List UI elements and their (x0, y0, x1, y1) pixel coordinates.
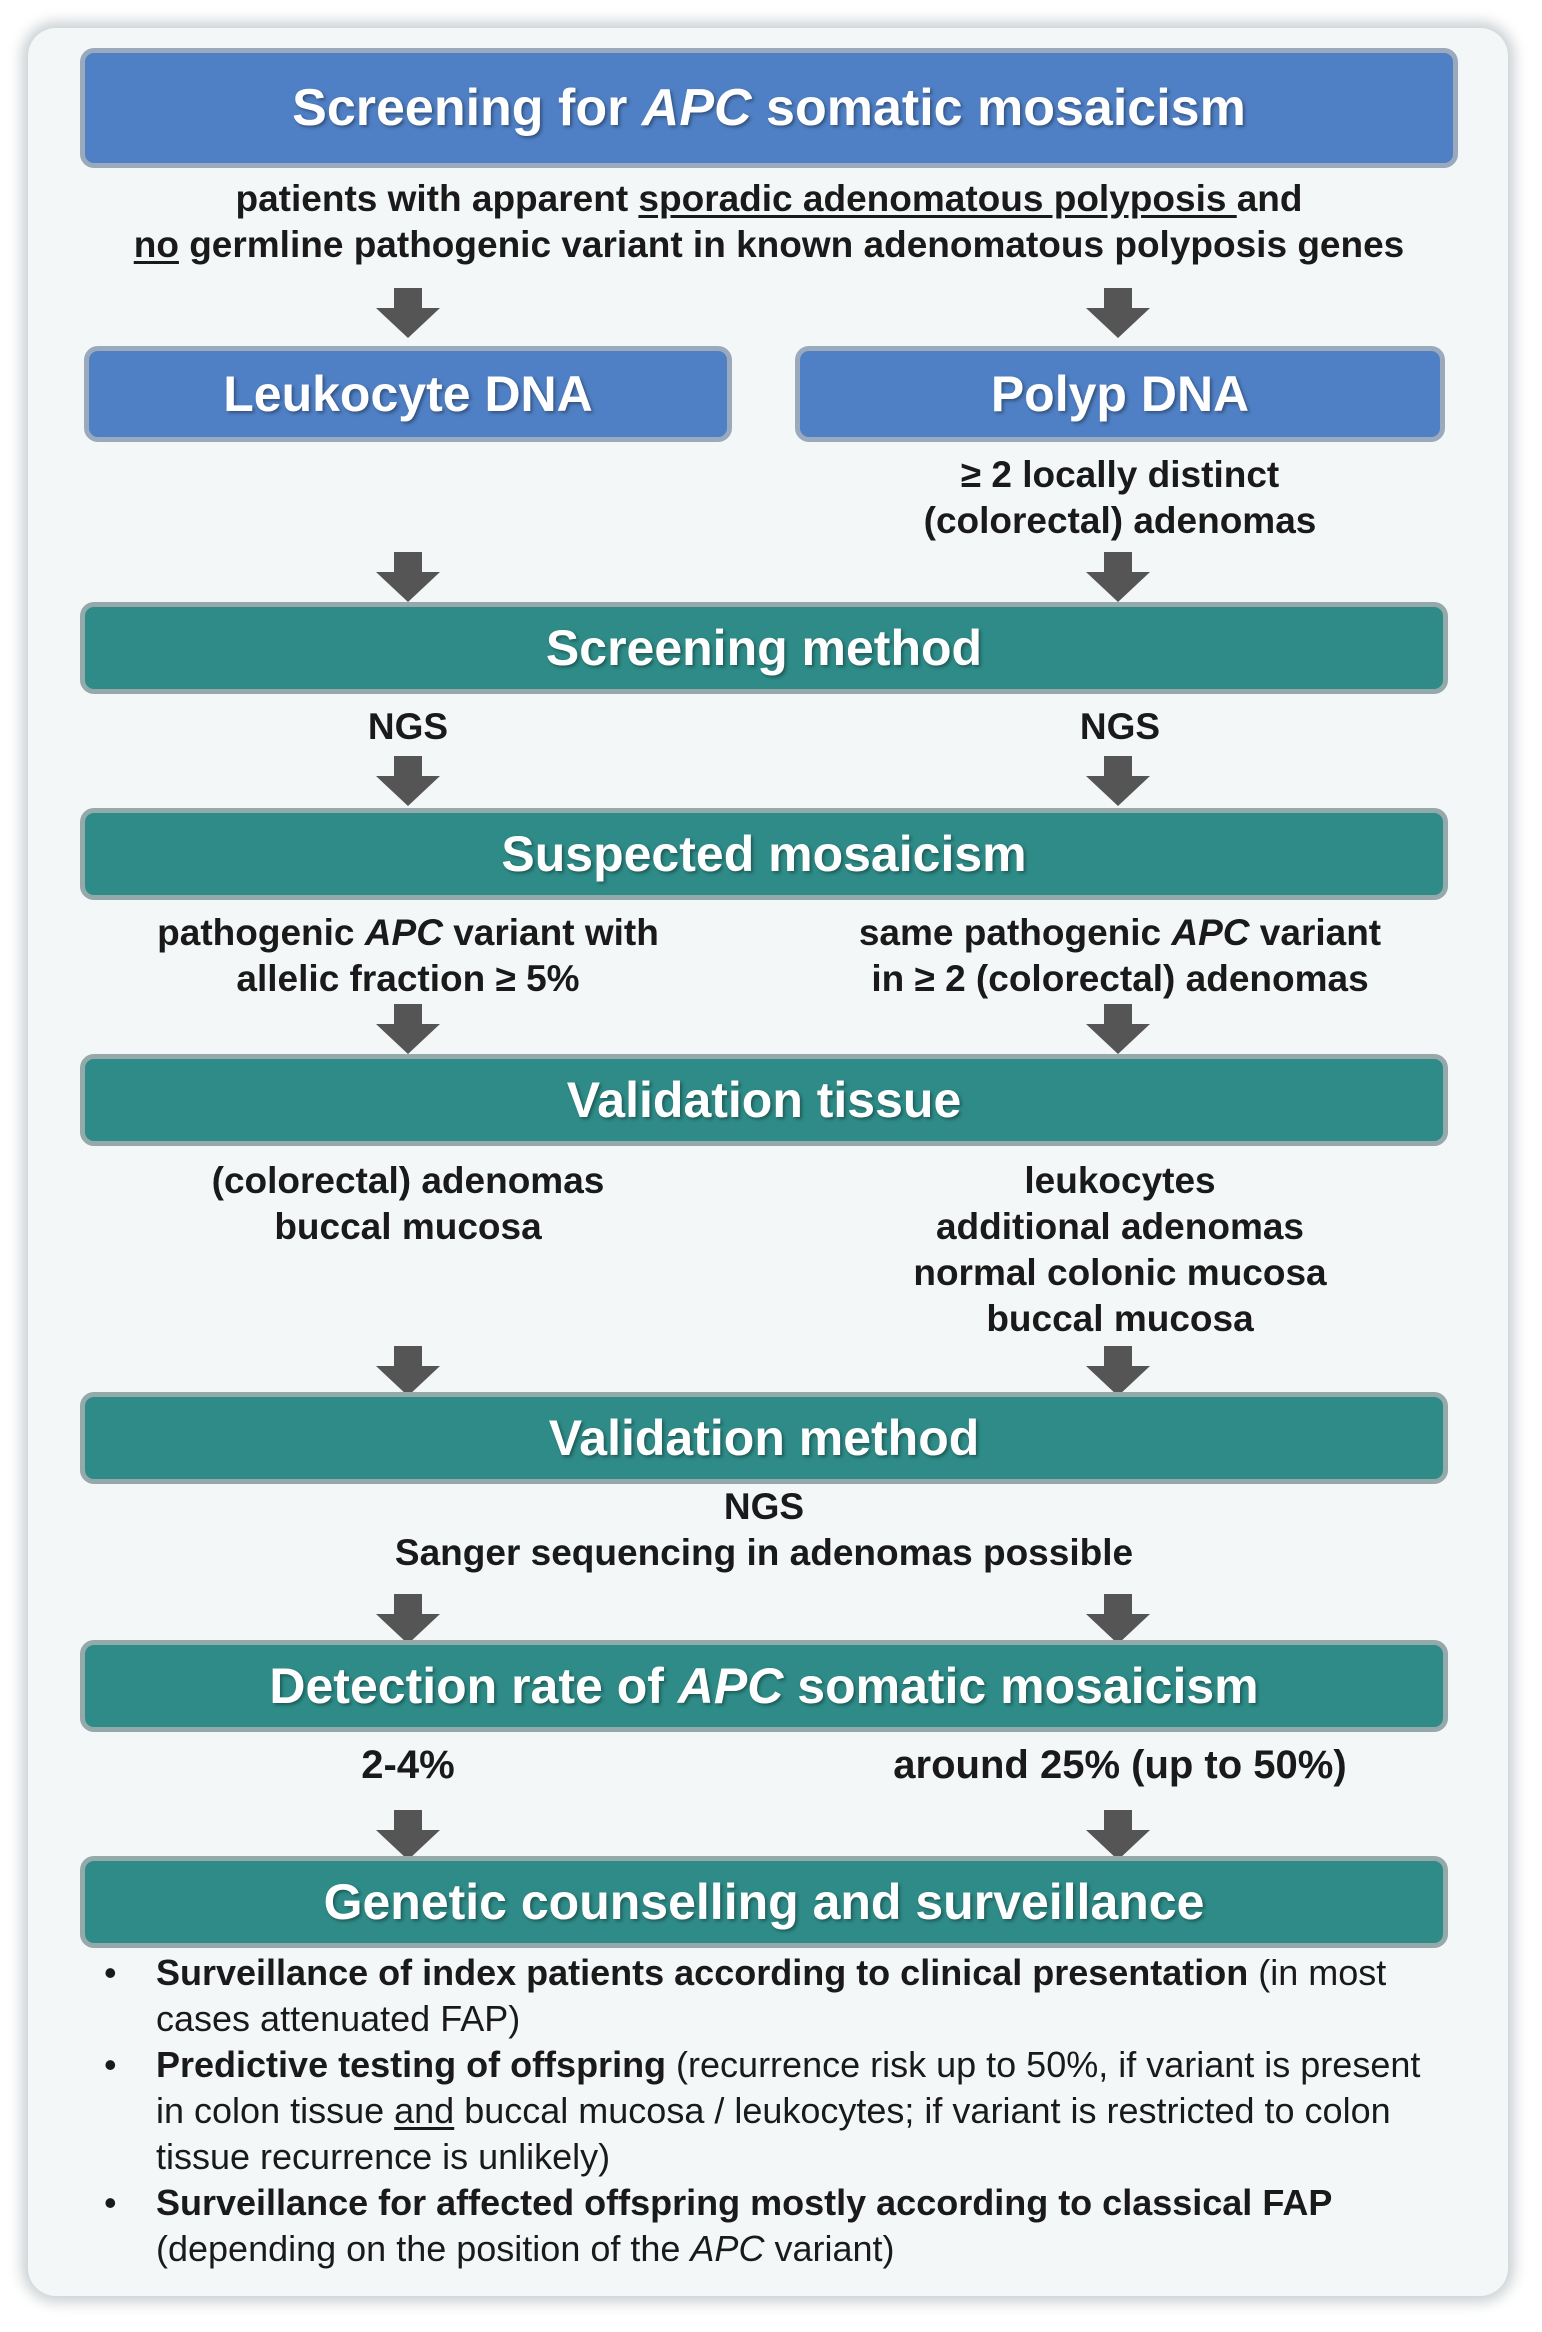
screening-method-title: Screening method (545, 620, 983, 676)
suspected-right-line-2: in ≥ 2 (colorectal) adenomas (871, 958, 1369, 999)
detection-rate-box (80, 1640, 1448, 1732)
validation-tissue-right (795, 1158, 1445, 1342)
suspected-mosaicism-title: Suspected mosaicism (501, 826, 1027, 882)
bullet-1-rest: (in most cases attenuated FAP) (156, 1952, 1387, 2039)
bullet-2-underlined: and (394, 2090, 455, 2131)
detection-title-gene: APC (677, 1658, 784, 1714)
validation-method-line-1: NGS (723, 1486, 805, 1527)
polyp-note-line-1: ≥ 2 locally distinct (960, 454, 1280, 495)
tissue-right-item: buccal mucosa (986, 1298, 1254, 1339)
down-arrow-icon (376, 288, 440, 338)
polyp-dna-label: Polyp DNA (990, 366, 1250, 422)
down-arrow-icon (1086, 552, 1150, 602)
suspected-right-line-1 (795, 910, 1445, 956)
title-post: somatic mosaicism (751, 79, 1246, 137)
suspected-left-line-2: allelic fraction ≥ 5% (236, 958, 580, 999)
detection-title-pre: Detection rate of (269, 1658, 678, 1714)
suspected-left (84, 910, 732, 1002)
bullet-1-bold: Surveillance of index patients according to clinical presentation (156, 1952, 1249, 1993)
down-arrow-icon (1086, 288, 1150, 338)
title-gene: APC (641, 79, 752, 137)
leukocyte-dna-label: Leukocyte DNA (223, 366, 593, 422)
suspected-left1-gene: APC (364, 912, 443, 953)
criteria-line-1 (80, 176, 1458, 222)
title-pre: Screening for (292, 79, 642, 137)
down-arrow-icon (376, 552, 440, 602)
tissue-right-item: leukocytes (1024, 1160, 1216, 1201)
down-arrow-icon (1086, 1004, 1150, 1054)
bullet-2-rest-1: (recurrence risk up to 50%, if variant is present in colon tissue (156, 2044, 1421, 2131)
tissue-left-item: buccal mucosa (274, 1206, 542, 1247)
screening-method-right: NGS (1079, 706, 1161, 747)
bullet-item (104, 1950, 1424, 2042)
bullet-item (104, 2042, 1424, 2180)
leukocyte-dna-box (84, 346, 732, 442)
criteria-line1-post: and (1236, 178, 1303, 219)
tissue-left-item: (colorectal) adenomas (211, 1160, 605, 1201)
screening-method-box (80, 602, 1448, 694)
bullet-2-rest-2: buccal mucosa / leukocytes; if variant is restricted to colon tissue recurrence is unlikely) (156, 2090, 1391, 2177)
down-arrow-icon (376, 1346, 440, 1396)
down-arrow-icon (1086, 756, 1150, 806)
tissue-right-item: additional adenomas (935, 1206, 1304, 1247)
suspected-right1-post: variant (1249, 912, 1382, 953)
counselling-bullet-list (104, 1950, 1424, 2272)
suspected-left1-pre: pathogenic (157, 912, 365, 953)
polyp-note (795, 452, 1445, 544)
detection-right: around 25% (up to 50%) (893, 1743, 1347, 1787)
bullet-dot: • (104, 1952, 117, 1993)
genetic-counselling-box (80, 1856, 1448, 1948)
criteria-line1-underlined: sporadic adenomatous polyposis (638, 178, 1237, 219)
down-arrow-icon (376, 1594, 440, 1644)
screening-method-left: NGS (367, 706, 449, 747)
genetic-counselling-title: Genetic counselling and surveillance (323, 1874, 1205, 1930)
down-arrow-icon (376, 1810, 440, 1860)
criteria-line2-underlined: no (133, 224, 179, 265)
validation-method-box (80, 1392, 1448, 1484)
down-arrow-icon (1086, 1346, 1150, 1396)
suspected-right1-gene: APC (1171, 912, 1250, 953)
validation-method-line-2: Sanger sequencing in adenomas possible (394, 1532, 1134, 1573)
bullet-3-rest-1: (depending on the position of the (156, 2228, 691, 2269)
title-box (80, 48, 1458, 168)
validation-tissue-left (84, 1158, 732, 1250)
polyp-note-line-2: (colorectal) adenomas (923, 500, 1317, 541)
bullet-item (104, 2180, 1424, 2272)
down-arrow-icon (376, 1004, 440, 1054)
bullet-3-rest-2: variant) (764, 2228, 895, 2269)
tissue-right-item: normal colonic mucosa (913, 1252, 1327, 1293)
bullet-2-bold: Predictive testing of offspring (156, 2044, 667, 2085)
suspected-mosaicism-box (80, 808, 1448, 900)
suspected-right (795, 910, 1445, 1002)
detection-title-post: somatic mosaicism (783, 1658, 1259, 1714)
validation-tissue-title: Validation tissue (566, 1072, 962, 1128)
bullet-dot: • (104, 2182, 117, 2223)
bullet-3-bold: Surveillance for affected offspring mostly according to classical FAP (156, 2182, 1333, 2223)
criteria-line-2 (80, 222, 1458, 268)
criteria-line2-post: germline pathogenic variant in known adenomatous polyposis genes (178, 224, 1405, 265)
criteria-line1-pre: patients with apparent (235, 178, 639, 219)
polyp-dna-box (795, 346, 1445, 442)
suspected-left-line-1 (84, 910, 732, 956)
validation-method-title: Validation method (548, 1410, 980, 1466)
down-arrow-icon (1086, 1594, 1150, 1644)
down-arrow-icon (376, 756, 440, 806)
bullet-dot: • (104, 2044, 117, 2085)
validation-tissue-box (80, 1054, 1448, 1146)
validation-method-text (80, 1484, 1448, 1576)
suspected-right1-pre: same pathogenic (858, 912, 1172, 953)
suspected-left1-post: variant with (442, 912, 659, 953)
down-arrow-icon (1086, 1810, 1150, 1860)
detection-left: 2-4% (361, 1743, 455, 1787)
bullet-3-gene: APC (690, 2228, 765, 2269)
